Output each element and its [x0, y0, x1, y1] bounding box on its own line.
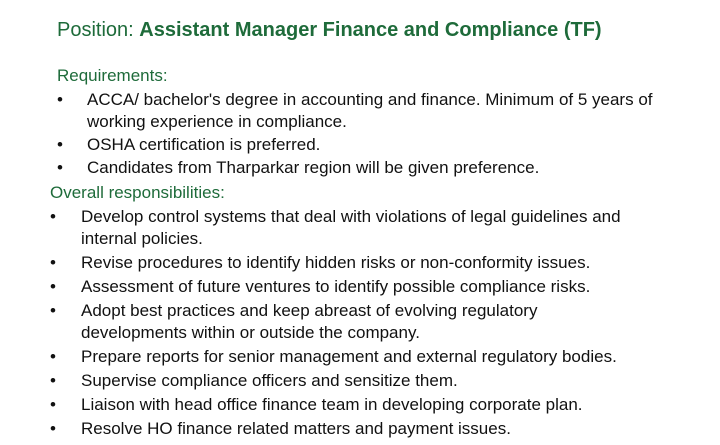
- bullet-icon: •: [50, 301, 56, 320]
- bullet-icon: •: [50, 253, 56, 272]
- list-item: • Supervise compliance officers and sensitize them.: [50, 371, 458, 390]
- list-item: • Assessment of future ventures to identify possible compliance risks.: [50, 277, 591, 296]
- list-item: • Candidates from Tharparkar region will be given preference.: [57, 158, 540, 177]
- bullet-icon: •: [50, 277, 56, 296]
- list-item: • Develop control systems that deal with violations of legal guidelines and internal policies.: [50, 207, 621, 248]
- position-title: [57, 19, 602, 42]
- list-item: • Resolve HO finance related matters and payment issues.: [50, 419, 511, 438]
- list-item: • Liaison with head office finance team in developing corporate plan.: [50, 395, 583, 414]
- bullet-icon: •: [50, 419, 56, 438]
- requirements-list: [57, 89, 697, 180]
- list-item: • ACCA/ bachelor's degree in accounting and finance. Minimum of 5 years of working experience in compliance.: [57, 90, 653, 131]
- position-name: Assistant Manager Finance and Compliance (TF): [139, 19, 602, 41]
- bullet-icon: •: [57, 90, 63, 109]
- list-item: • Revise procedures to identify hidden risks or non-conformity issues.: [50, 253, 591, 272]
- bullet-icon: •: [50, 371, 56, 390]
- list-item: • Adopt best practices and keep abreast of evolving regulatory developments within or outside the company.: [50, 301, 538, 342]
- responsibilities-list: [50, 206, 635, 442]
- bullet-icon: •: [57, 158, 63, 177]
- bullet-icon: •: [50, 347, 56, 366]
- requirements-heading: Requirements:: [57, 66, 168, 85]
- responsibilities-heading: Overall responsibilities:: [50, 183, 225, 202]
- bullet-icon: •: [57, 135, 63, 154]
- list-item: • OSHA certification is preferred.: [57, 135, 321, 154]
- list-item: • Prepare reports for senior management and external regulatory bodies.: [50, 347, 617, 366]
- bullet-icon: •: [50, 207, 56, 226]
- bullet-icon: •: [50, 395, 56, 414]
- position-label: Position:: [57, 19, 134, 41]
